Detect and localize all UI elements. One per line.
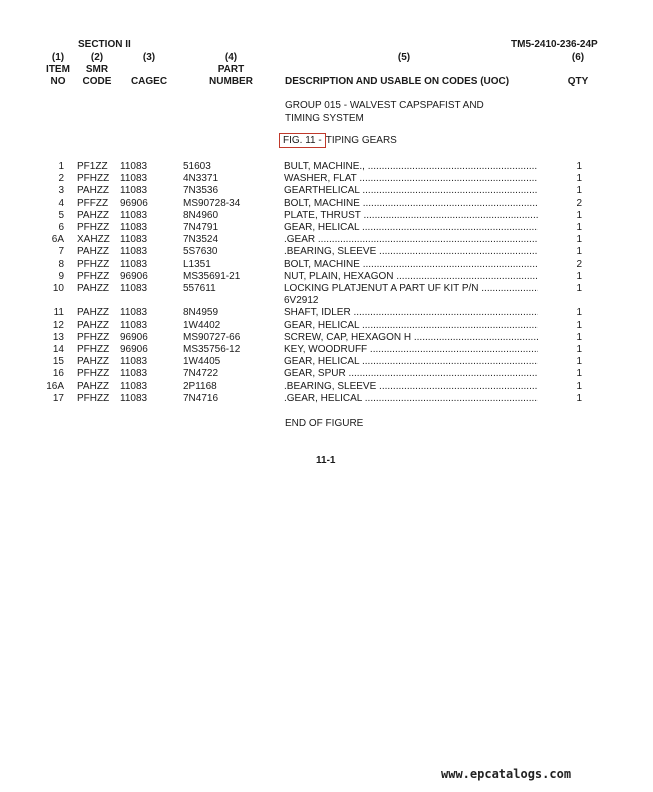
part-number: MS90728-34 [183,197,241,209]
qty: 1 [576,185,582,197]
qty: 2 [576,197,582,209]
cagec: 11083 [120,185,148,197]
part-number: 4N3371 [183,173,219,185]
cagec: 96906 [120,270,148,282]
qty: 1 [576,173,582,185]
part-number: MS35756-12 [183,344,241,355]
part-number: 7N4722 [183,368,219,380]
table-row-continuation [0,295,653,307]
smr-code: PF1ZZ [77,161,108,172]
item-no: 12 [52,319,64,331]
figure-name: TIPING GEARS [325,135,397,146]
smr-code: PAHZZ [77,319,110,331]
table-row [0,356,653,368]
smr-code: PFHZZ [77,392,110,404]
cagec: 11083 [120,307,148,319]
item-no: 10 [52,283,64,294]
group-heading-line2: TIMING SYSTEM [285,113,364,124]
figure-title [279,135,397,146]
col-part-line1: PART [217,64,245,75]
item-no: 15 [52,356,64,368]
table-row [0,222,653,234]
table-row [0,368,653,380]
col-qty-num: (6) [571,52,585,63]
cagec: 11083 [120,222,148,233]
table-row [0,320,653,332]
description: GEAR, SPUR ..... [284,368,538,379]
item-no: 14 [52,344,64,355]
description: BULT, MACHINE., ..... [284,161,538,172]
description: PLATE, THRUST ..... [284,210,538,221]
col-desc-line2: DESCRIPTION AND USABLE ON CODES (UOC) [285,76,510,87]
part-number: 5S7630 [183,246,218,258]
smr-code: PAHZZ [77,185,110,197]
part-number: 1W4402 [183,319,221,331]
item-no: 17 [52,392,64,404]
item-no: 6 [58,222,64,233]
table-row [0,381,653,393]
part-number: 2P1168 [183,380,217,392]
description: NUT, PLAIN, HEXAGON ..... [284,271,538,282]
qty: 1 [576,356,582,368]
table-row [0,210,653,222]
col-qty-line2: QTY [567,76,589,87]
col-cagec-line2: CAGEC [130,76,168,87]
description: BOLT, MACHINE ..... [284,259,538,270]
qty: 1 [576,161,582,172]
smr-code: PFHZZ [77,270,110,282]
document-number: TM5-2410-236-24P [511,39,598,50]
part-number: MS90727-66 [183,331,241,343]
cagec: 11083 [120,234,148,246]
table-row [0,173,653,185]
part-number: 557611 [183,283,216,294]
smr-code: PFHZZ [77,222,110,233]
smr-code: PFFZZ [77,197,109,209]
col-item-line2: NO [50,76,66,87]
smr-code: PAHZZ [77,307,110,319]
description: .BEARING, SLEEVE ..... [284,246,538,257]
col-part-num: (4) [224,52,238,63]
part-number: 7N3536 [183,185,219,197]
table-row [0,234,653,246]
description: GEAR, HELICAL ..... [284,356,538,367]
description: .GEAR, HELICAL ..... [284,393,538,404]
part-number: MS35691-21 [183,270,241,282]
smr-code: PFHZZ [77,344,110,355]
smr-code: PAHZZ [77,380,110,392]
cagec: 11083 [120,356,148,368]
col-smr-line1: SMR [85,64,109,75]
qty: 1 [576,307,582,319]
item-no: 3 [58,185,64,197]
description: SCREW, CAP, HEXAGON H ..... [284,332,538,343]
col-item-line1: ITEM [46,64,70,75]
item-no: 1 [58,161,64,172]
item-no: 7 [58,246,64,258]
qty: 1 [576,209,582,221]
qty: 1 [576,222,582,233]
section-title: SECTION II [78,39,131,50]
smr-code: PAHZZ [77,356,110,368]
description: GEAR, HELICAL ..... [284,222,538,233]
table-row [0,332,653,344]
qty: 1 [576,344,582,355]
description: LOCKING PLATJENUT A PART UF KIT P/N ..... [284,283,538,294]
item-no: 16 [52,368,64,380]
description: GEAR, HELICAL ..... [284,320,538,331]
qty: 1 [576,319,582,331]
cagec: 11083 [120,258,148,270]
description: KEY, WOODRUFF ..... [284,344,538,355]
smr-code: PFHZZ [77,173,110,185]
page-number: 11-1 [316,455,336,466]
table-row [0,198,653,210]
smr-code: PFHZZ [77,331,110,343]
watermark-text: www.epcatalogs.com [441,767,572,781]
cagec: 11083 [120,209,148,221]
cagec: 11083 [120,173,148,185]
part-number: L1351 [183,258,211,270]
col-smr-num: (2) [90,52,104,63]
cagec: 11083 [120,161,148,172]
table-row [0,393,653,405]
smr-code: PFHZZ [77,368,110,380]
table-row [0,307,653,319]
description: BOLT, MACHINE ..... [284,198,538,209]
cagec: 96906 [120,344,148,355]
qty: 1 [576,392,582,404]
qty: 1 [576,380,582,392]
cagec: 11083 [120,246,148,258]
part-number: 51603 [183,161,211,172]
qty: 1 [576,234,582,246]
part-number: 7N4716 [183,392,219,404]
cagec: 96906 [120,331,148,343]
table-row [0,185,653,197]
col-desc-num: (5) [397,52,411,63]
item-no: 2 [58,173,64,185]
qty: 1 [576,283,582,294]
item-no: 6A [51,234,64,246]
part-number: 7N4791 [183,222,219,233]
qty: 1 [576,246,582,258]
item-no: 16A [46,380,64,392]
figure-label: FIG. 11 - [279,133,326,148]
description: WASHER, FLAT ..... [284,173,538,184]
item-no: 4 [58,197,64,209]
item-no: 11 [53,307,64,319]
part-number: 8N4959 [183,307,219,319]
item-no: 13 [52,331,64,343]
col-item-num: (1) [51,52,65,63]
table-row [0,161,653,173]
end-of-figure: END OF FIGURE [285,418,364,429]
cagec: 11083 [120,368,148,380]
col-part-line2: NUMBER [209,76,253,87]
item-no: 5 [58,209,64,221]
description-continuation: 6V2912 [284,295,319,307]
part-number: 7N3524 [183,234,219,246]
description: SHAFT, IDLER ..... [284,307,538,318]
smr-code: XAHZZ [77,234,110,246]
smr-code: PAHZZ [77,283,110,294]
item-no: 9 [58,270,64,282]
part-number: 1W4405 [183,356,221,368]
table-row [0,283,653,295]
smr-code: PAHZZ [77,246,110,258]
smr-code: PAHZZ [77,209,110,221]
smr-code: PFHZZ [77,258,110,270]
part-number: 8N4960 [183,209,219,221]
table-row [0,271,653,283]
description: .BEARING, SLEEVE ..... [284,381,538,392]
cagec: 11083 [120,283,148,294]
item-no: 8 [58,258,64,270]
cagec: 96906 [120,197,148,209]
description: GEARTHELICAL ..... [284,185,538,196]
cagec: 11083 [120,319,148,331]
table-row [0,259,653,271]
table-row [0,344,653,356]
cagec: 11083 [120,380,148,392]
qty: 1 [576,270,582,282]
col-smr-line2: CODE [82,76,112,87]
table-row [0,246,653,258]
cagec: 11083 [120,392,148,404]
col-cagec-num: (3) [142,52,156,63]
qty: 1 [576,331,582,343]
group-heading-line1: GROUP 015 - WALVEST CAPSPAFIST AND [285,100,484,111]
qty: 1 [576,368,582,380]
qty: 2 [576,258,582,270]
description: .GEAR ..... [284,234,538,245]
